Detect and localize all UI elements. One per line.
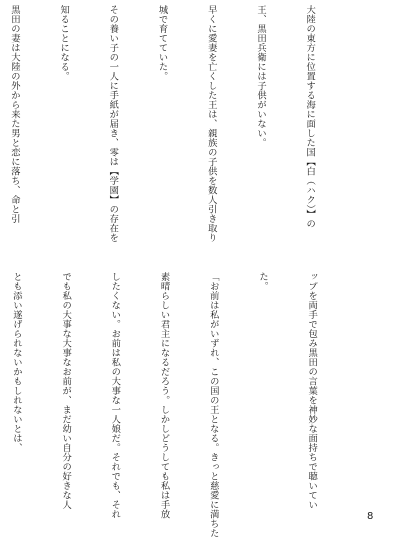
text-line: 黒田の妻は大陸の外から来た男と恋に落ち、命と引 (8, 5, 20, 224)
vertical-text-block-lower (10, 272, 352, 538)
vertical-text-block-upper (8, 5, 350, 245)
text-line: 「お前は私がいずれ、この国の王となる。きっと慈愛に満ちた (207, 272, 219, 538)
text-line: 知ることになる。 (58, 5, 70, 81)
text-line: 大陸の東方に位置する海に面した国【白（ハク）】の (304, 5, 316, 229)
page-number: 8 (367, 511, 374, 522)
text-line: したくない。お前は私の大事な一人娘だ。それでも、それ (109, 272, 121, 519)
text-line: ップを両手で包み黒田の言葉を神妙な面持ちで聴いてい (306, 272, 318, 510)
text-line: 王、黒田兵衛には子供がいない。 (254, 5, 266, 148)
text-line: 城で育てていた。 (156, 5, 168, 81)
text-line: とも添い遂げられないかもしれないとは、 (10, 272, 22, 453)
text-line: その養い子の一人に手紙が届き、零は【学園】の存在を (107, 5, 119, 243)
text-line: た。 (256, 272, 268, 291)
text-line: 素晴らしい君主になるだろう。しかしどうしても私は手放 (158, 272, 170, 519)
text-line: でも私の大事な大事なお前が、まだ幼い自分の好きな人 (60, 272, 72, 510)
text-line: 早くに愛妻を亡くした王は、親族の子供を数人引き取り (205, 5, 217, 243)
